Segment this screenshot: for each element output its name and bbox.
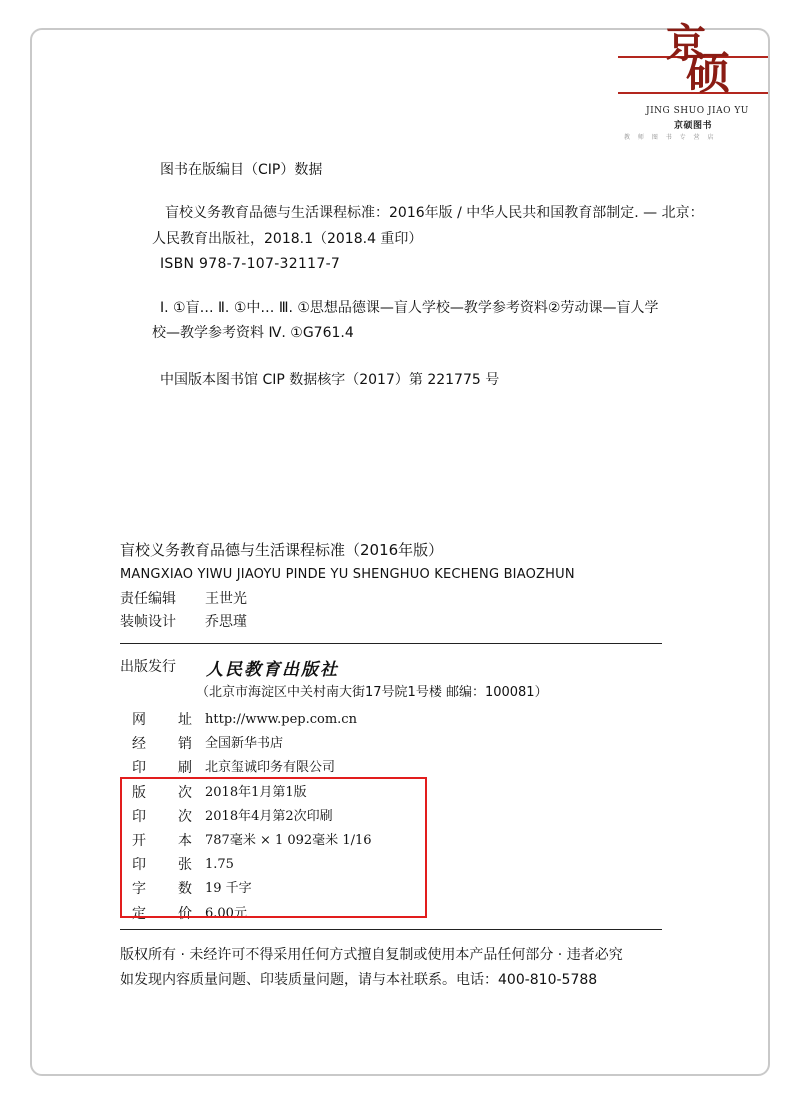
cip-classification-line-1: Ⅰ. ①盲… Ⅱ. ①中… Ⅲ. ①思想品德课—盲人学校—教学参考资料②劳动课—盲人学 [160, 300, 659, 316]
logo-pinyin: JING SHUO JIAO YU [646, 106, 749, 116]
info-value[interactable]: http://www.pep.com.cn [205, 712, 357, 727]
publisher-logo [606, 10, 776, 160]
info-label-char: 次 [178, 785, 192, 801]
book-title-pinyin: MANGXIAO YIWU JIAOYU PINDE YU SHENGHUO KECHENG BIAOZHUN [120, 567, 575, 582]
info-label [132, 734, 192, 754]
book-title: 盲校义务教育品德与生活课程标准（2016年版） [120, 541, 444, 559]
logo-tagline: 教 师 图 书 专 营 店 [624, 134, 717, 141]
publisher-label: 出版发行 [120, 659, 176, 675]
cip-record-line-2: 人民教育出版社，2018.1（2018.4 重印） [152, 231, 423, 247]
info-label-char: 版 [132, 785, 146, 801]
info-label [132, 710, 192, 730]
info-label-char: 字 [132, 881, 146, 897]
info-value: 787毫米 × 1 092毫米 1/16 [205, 833, 372, 848]
info-value: 北京玺诚印务有限公司 [205, 760, 336, 775]
designer-value: 乔思瑾 [205, 614, 247, 630]
designer-label: 装帧设计 [120, 614, 176, 630]
info-value: 1.75 [205, 857, 234, 872]
cip-verification-number: 中国版本图书馆 CIP 数据核字（2017）第 221775 号 [160, 372, 500, 388]
info-label-char: 刷 [178, 760, 192, 776]
divider-bottom [120, 929, 662, 930]
info-label-char: 次 [178, 809, 192, 825]
info-label-char: 印 [132, 760, 146, 776]
info-label-char: 网 [132, 712, 146, 728]
logo-char-jing: 京 [666, 20, 706, 67]
info-label-char: 定 [132, 906, 146, 922]
info-label [132, 758, 192, 778]
info-label-char: 价 [178, 906, 192, 922]
info-label-char: 印 [132, 809, 146, 825]
info-label-char: 址 [178, 712, 192, 728]
info-label-char: 数 [178, 881, 192, 897]
cip-isbn: ISBN 978-7-107-32117-7 [160, 256, 341, 272]
info-value: 2018年4月第2次印刷 [205, 809, 333, 824]
editor-value: 王世光 [205, 591, 247, 607]
divider-top [120, 643, 662, 644]
logo-char-shuo: 硕 [686, 48, 730, 99]
info-value: 2018年1月第1版 [205, 785, 307, 800]
copyright-notice: 版权所有 · 未经许可不得采用任何方式擅自复制或使用本产品任何部分 · 违者必究 [120, 947, 623, 963]
logo-name: 京硕图书 [674, 121, 713, 131]
info-label-char: 销 [178, 736, 192, 752]
publisher-address: （北京市海淀区中关村南大街17号院1号楼 邮编：100081） [196, 685, 548, 700]
editor-label: 责任编辑 [120, 591, 176, 607]
info-label-char: 张 [178, 857, 192, 873]
info-label-char: 经 [132, 736, 146, 752]
cip-classification-line-2: 校—教学参考资料 Ⅳ. ①G761.4 [152, 325, 354, 341]
cip-record-line-1: 盲校义务教育品德与生活课程标准：2016年版 / 中华人民共和国教育部制定. — 北京： [165, 205, 704, 221]
cip-title: 图书在版编目（CIP）数据 [160, 162, 323, 178]
info-label-char: 本 [178, 833, 192, 849]
info-value: 全国新华书店 [205, 736, 284, 751]
publisher-name: 人民教育出版社 [206, 660, 339, 680]
info-label-char: 开 [132, 833, 146, 849]
quality-contact: 如发现内容质量问题、印装质量问题，请与本社联系。电话：400-810-5788 [120, 972, 598, 988]
info-label-char: 印 [132, 857, 146, 873]
highlight-box [120, 777, 427, 918]
info-value: 19 千字 [205, 881, 252, 896]
info-value: 6.00元 [205, 906, 247, 921]
